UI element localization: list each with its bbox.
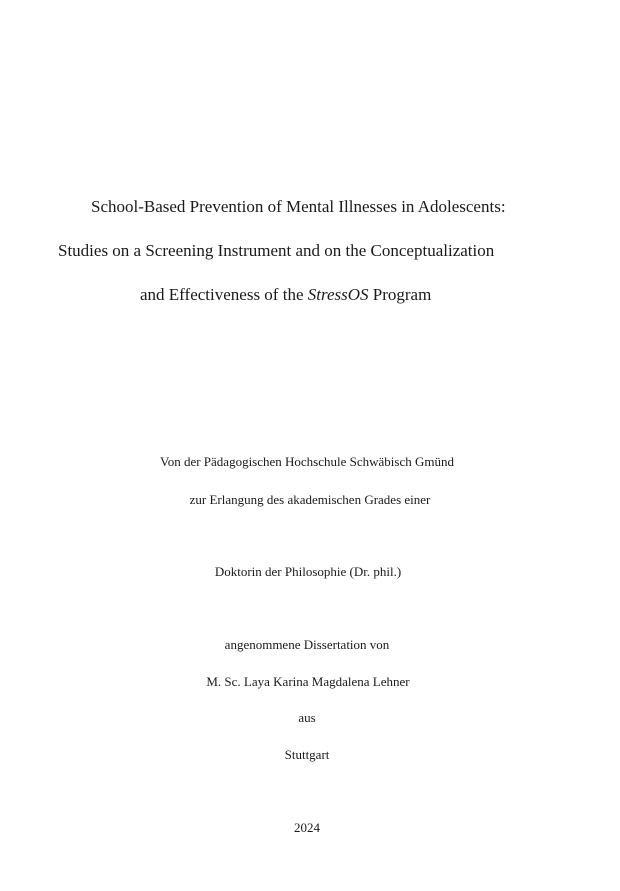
from-line: aus: [298, 710, 316, 725]
purpose-line: zur Erlangung des akademischen Grades einer: [189, 492, 431, 507]
title-line-1: School-Based Prevention of Mental Illnesses in Adolescents:: [91, 197, 506, 216]
title-line-2: Studies on a Screening Instrument and on the Conceptualization: [58, 241, 495, 260]
institution-line: Von der Pädagogischen Hochschule Schwäbisch Gmünd: [159, 454, 454, 469]
year-line: 2024: [294, 820, 320, 835]
program-name: StressOS: [307, 285, 369, 304]
title-line-3-prefix: and Effectiveness of the: [140, 285, 308, 304]
degree-line: Doktorin der Philosophie (Dr. phil.): [214, 564, 402, 579]
title-line-3-suffix: Program: [368, 285, 432, 304]
city-line: Stuttgart: [284, 747, 330, 762]
accepted-line: angenommene Dissertation von: [224, 637, 390, 652]
author-name: M. Sc. Laya Karina Magdalena Lehner: [206, 674, 410, 689]
title-line-3: [140, 285, 431, 305]
